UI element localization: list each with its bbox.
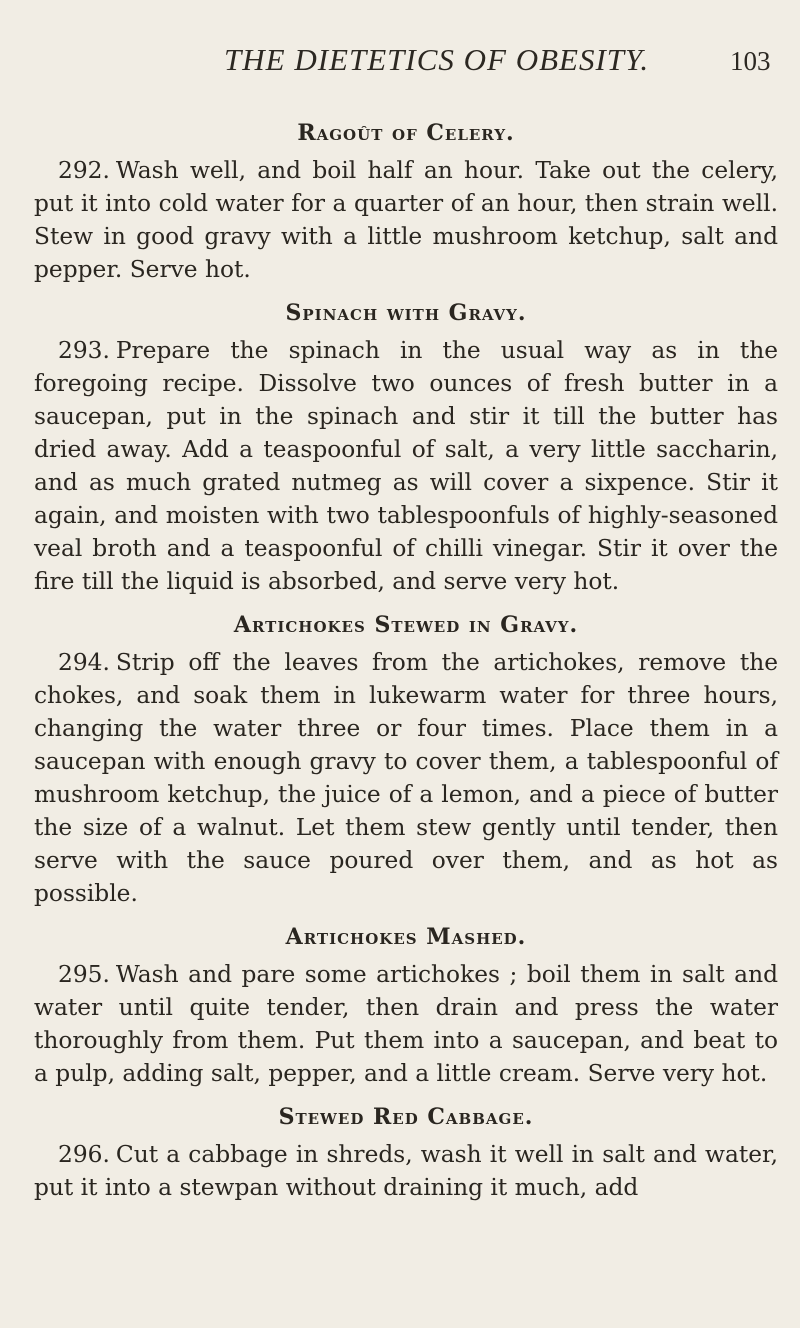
- recipe-paragraph: [34, 1138, 778, 1204]
- recipe-stewed-red-cabbage: [34, 1102, 778, 1204]
- recipe-text: Prepare the spinach in the usual way as in the foregoing recipe. Dissolve two ounces of fresh butter in a saucepan, put in the spinach and stir it till the butter has dried away. Add a teaspoonful of salt, a very little saccharin, and as much grated nutmeg as will cover a sixpence. Stir it again, and moisten with two tablespoonfuls of highly-seasoned veal broth and a teaspoonful of chilli vinegar. Stir it over the fire till the liquid is absorbed, and serve very hot.: [34, 337, 778, 595]
- recipe-number: 293.: [58, 337, 110, 364]
- running-head: [0, 42, 800, 82]
- recipe-number: 295.: [58, 961, 110, 988]
- recipe-heading: Artichokes Mashed.: [285, 924, 527, 950]
- recipe-artichokes-mashed: [34, 922, 778, 1090]
- recipe-text: Strip off the leaves from the artichokes, remove the chokes, and soak them in lukewarm water for three hours, changing the water three or four times. Place them in a saucepan with enough gravy to cover them, a tablespoonful of mushroom ketchup, the juice of a lemon, and a piece of butter the size of a walnut. Let them stew gently until tender, then serve with the sauce poured over them, and as hot as possible.: [34, 649, 778, 907]
- recipe-text: Wash well, and boil half an hour. Take out the celery, put it into cold water for a quarter of an hour, then strain well. Stew in good gravy with a little mushroom ketchup, salt and pepper. Serve hot.: [34, 157, 778, 283]
- recipe-number: 292.: [58, 157, 110, 184]
- recipe-spinach-with-gravy: [34, 298, 778, 598]
- recipe-heading: Spinach with Gravy.: [285, 300, 527, 326]
- recipe-number: 296.: [58, 1141, 110, 1168]
- recipe-paragraph: [34, 154, 778, 286]
- recipe-text: Wash and pare some artichokes ; boil them in salt and water until quite tender, then drain and press the water thoroughly from them. Put them into a saucepan, and beat to a pulp, adding salt, pepper, and a little cream. Serve very hot.: [34, 961, 778, 1087]
- recipe-ragout-of-celery: [34, 118, 778, 286]
- recipe-heading: Stewed Red Cabbage.: [278, 1104, 534, 1130]
- page-number: 103: [730, 46, 771, 76]
- recipe-paragraph: [34, 646, 778, 910]
- recipe-paragraph: [34, 334, 778, 598]
- recipe-heading: Ragoût of Celery.: [297, 120, 515, 146]
- running-title: THE DIETETICS OF OBESITY.: [224, 42, 650, 77]
- recipe-heading: Artichokes Stewed in Gravy.: [233, 612, 579, 638]
- recipe-text: Cut a cabbage in shreds, wash it well in salt and water, put it into a stewpan without draining it much, add: [34, 1141, 778, 1201]
- recipe-artichokes-stewed-in-gravy: [34, 610, 778, 910]
- page-body: [34, 118, 778, 1216]
- recipe-paragraph: [34, 958, 778, 1090]
- recipe-number: 294.: [58, 649, 110, 676]
